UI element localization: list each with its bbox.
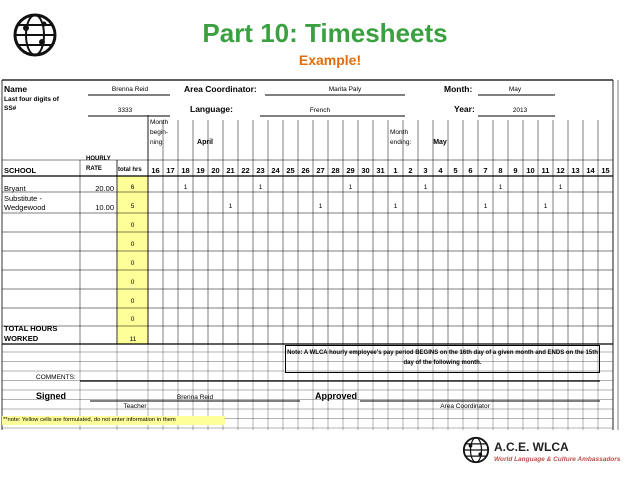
area-coordinator-label: Area Coordinator:: [184, 84, 257, 94]
end-label-2: ending:: [390, 139, 412, 146]
language-label: Language:: [190, 104, 233, 114]
rate-column-header-1: HOURLY: [86, 156, 111, 162]
day-column-header: 19: [196, 166, 205, 175]
row-total-hrs: 0: [130, 298, 135, 305]
day-column-header: 10: [526, 166, 535, 175]
day-column-header: 26: [301, 166, 310, 175]
pay-period-note: Note: A WLCA hourly employee's pay period BEGINS on the 16th day of a given month and ENDS on the 15th day of the following month.: [285, 345, 600, 373]
row-total-hrs: 6: [130, 184, 135, 191]
day-column-header: 18: [181, 166, 190, 175]
row1-school[interactable]: Bryant: [4, 184, 26, 193]
row2-rate[interactable]: 10.00: [95, 203, 114, 212]
day-column-header: 28: [331, 166, 340, 175]
day-hours-cell[interactable]: 1: [483, 203, 488, 210]
area-coordinator-value[interactable]: Marita Paly: [328, 86, 362, 93]
day-hours-cell[interactable]: 1: [183, 184, 188, 191]
row-total-hrs: 0: [130, 279, 135, 286]
end-label-1: Month: [390, 129, 409, 136]
total-hours-value: 11: [129, 336, 137, 343]
row-total-hrs: 0: [130, 241, 135, 248]
day-column-header: 15: [601, 166, 610, 175]
day-column-header: 6: [468, 166, 473, 175]
day-hours-cell[interactable]: 1: [348, 184, 353, 191]
day-hours-cell[interactable]: 1: [498, 184, 503, 191]
day-column-header: 1: [393, 166, 398, 175]
day-column-header: 21: [226, 166, 235, 175]
ss-label-line2: SS#: [4, 105, 17, 112]
end-month-value[interactable]: May: [433, 139, 447, 146]
day-column-header: 14: [586, 166, 595, 175]
day-column-header: 4: [438, 166, 443, 175]
day-column-header: 16: [151, 166, 160, 175]
row-total-hrs: 0: [130, 260, 135, 267]
signed-label: Signed: [36, 391, 67, 401]
ss-label-line1: Last four digits of: [4, 96, 59, 103]
day-column-header: 31: [376, 166, 385, 175]
day-hours-cell[interactable]: 1: [228, 203, 233, 210]
ss-value[interactable]: 3333: [117, 107, 133, 114]
year-value[interactable]: 2013: [512, 107, 528, 114]
day-column-header: 2: [408, 166, 413, 175]
begin-label-3: ning:: [150, 139, 165, 146]
ace-wlca-globe-icon: [462, 436, 490, 464]
day-column-header: 5: [453, 166, 458, 175]
day-hours-cell[interactable]: 1: [423, 184, 428, 191]
year-label: Year:: [454, 104, 475, 114]
day-column-header: 23: [256, 166, 265, 175]
total-hours-label-1: TOTAL HOURS: [4, 324, 58, 333]
day-column-header: 29: [346, 166, 355, 175]
day-column-header: 12: [556, 166, 565, 175]
row2-school-line1[interactable]: Substitute -: [4, 194, 42, 203]
day-column-header: 11: [541, 166, 550, 175]
school-column-header: SCHOOL: [4, 166, 37, 175]
row-total-hrs: 5: [130, 203, 135, 210]
day-column-header: 24: [271, 166, 280, 175]
day-column-header: 8: [498, 166, 503, 175]
row-total-hrs: 0: [130, 222, 135, 229]
name-value[interactable]: Brenna Reid: [111, 86, 149, 93]
day-column-header: 17: [166, 166, 175, 175]
day-column-header: 3: [423, 166, 428, 175]
day-hours-cell[interactable]: 1: [258, 184, 263, 191]
row1-rate[interactable]: 20.00: [95, 184, 114, 193]
day-hours-cell[interactable]: 1: [543, 203, 548, 210]
comments-label: COMMENTS:: [36, 374, 76, 381]
rate-column-header-2: RATE: [86, 166, 102, 172]
total-hrs-column-header: total hrs: [118, 167, 142, 173]
begin-label-2: begin-: [150, 129, 169, 136]
row2-school-line2[interactable]: Wedgewood: [4, 203, 46, 212]
day-column-header: 22: [241, 166, 250, 175]
day-column-header: 13: [571, 166, 580, 175]
row-total-hrs: 0: [130, 316, 135, 323]
teacher-caption: Teacher: [123, 403, 147, 410]
teacher-name[interactable]: Brenna Reid: [176, 394, 214, 401]
total-hours-label-2: WORKED: [4, 334, 39, 343]
day-hours-cell[interactable]: 1: [558, 184, 563, 191]
day-column-header: 30: [361, 166, 370, 175]
yellow-cells-footnote: **note: Yellow cells are formulated, do not enter information in them: [2, 416, 225, 425]
page-subtitle: Example!: [298, 52, 362, 68]
name-label: Name: [4, 84, 28, 94]
day-column-header: 20: [211, 166, 220, 175]
day-hours-cell[interactable]: 1: [318, 203, 323, 210]
page-title: Part 10: Timesheets: [202, 18, 448, 48]
month-label: Month:: [444, 84, 473, 94]
ace-wlca-logo-subtitle: World Language & Culture Ambassadors: [494, 456, 621, 463]
coordinator-caption: Area Coordinator: [440, 403, 490, 410]
day-column-header: 27: [316, 166, 325, 175]
approved-label: Approved: [315, 391, 358, 401]
ace-wlca-logo-title: A.C.E. WLCA: [494, 440, 569, 454]
begin-label-1: Month: [150, 119, 169, 126]
day-column-header: 25: [286, 166, 295, 175]
begin-month-value[interactable]: April: [197, 139, 213, 146]
day-column-header: 9: [513, 166, 518, 175]
day-column-header: 7: [483, 166, 488, 175]
day-hours-cell[interactable]: 1: [393, 203, 398, 210]
language-value[interactable]: French: [309, 107, 331, 114]
month-value[interactable]: May: [508, 86, 522, 93]
